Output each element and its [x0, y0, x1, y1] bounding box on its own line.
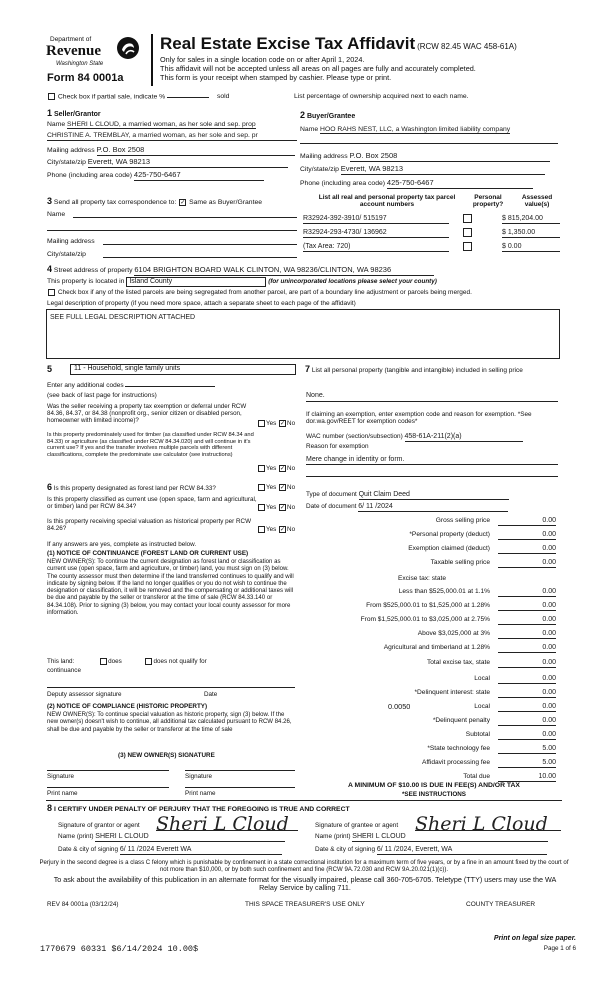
section8-top-rule — [46, 800, 562, 801]
print-name-label-2: Print name — [185, 790, 216, 797]
form-number: Form 84 0001a — [47, 72, 124, 84]
tax-row — [306, 531, 556, 541]
forest-yesno: Yes ✓ No — [257, 484, 295, 491]
tax-row-value[interactable]: 0.00 — [498, 689, 556, 698]
section3-heading: 3 Send all property tax correspondence to: ✓ Same as Buyer/Grantee — [47, 196, 263, 206]
doc-date-row: Date of document 6/ 11 /2024 — [306, 503, 508, 512]
tax-row-value[interactable]: 5.00 — [498, 759, 556, 768]
parcel-value-1[interactable]: $ 815,204.00 — [502, 215, 560, 224]
timber-no-checkbox[interactable]: ✓ — [280, 466, 286, 472]
tax-row-label: *Personal property (deduct) — [409, 531, 490, 538]
agency-line2: Revenue — [46, 43, 101, 59]
certify-statement: 8 I CERTIFY UNDER PENALTY OF PERJURY THAT THE FOREGOING IS TRUE AND CORRECT — [47, 803, 350, 813]
parcel-value-2[interactable]: $ 1,350.00 — [502, 229, 560, 238]
list-percentage-note: List percentage of ownership acquired next to each name. — [294, 93, 469, 100]
forest-no-checkbox[interactable]: ✓ — [280, 485, 286, 491]
street-address-field[interactable]: 6104 BRIGHTON BOARD WALK CLINTON, WA 98236/CLINTON, WA 98236 — [134, 266, 434, 276]
form-revision: REV 84 0001a (03/12/24) — [47, 901, 119, 908]
reason-field[interactable]: Mere change in identity or form. — [306, 456, 558, 465]
tax-row-value[interactable]: 0.00 — [498, 531, 556, 540]
street-address-row: 4 Street address of property 6104 BRIGHTON BOARD WALK CLINTON, WA 98236/CLINTON, WA 98236 — [47, 264, 434, 276]
wac-field[interactable]: 458-61A-211(2)(a) — [405, 433, 523, 442]
grantee-name-row: Name (print) SHERI L CLOUD — [315, 833, 548, 842]
deputy-signature-line[interactable] — [47, 687, 295, 688]
parcel-personal-checkbox-1[interactable] — [463, 214, 472, 223]
form-title — [160, 34, 517, 54]
partial-sale-row — [47, 93, 229, 101]
segregated-checkbox[interactable] — [48, 289, 55, 296]
dor-swirl-icon — [116, 36, 140, 60]
tax-row-label: Gross selling price — [435, 517, 490, 524]
this-land-row: This land: does does not qualify for — [47, 658, 207, 666]
continuance-label: continuance — [47, 667, 81, 674]
tax-row-value[interactable]: 0.00 — [498, 545, 556, 554]
seller-phone-field[interactable]: 425-750-6467 — [134, 171, 264, 181]
tax-row-value[interactable]: 0.00 — [498, 644, 556, 653]
tax-row-value[interactable]: 0.00 — [498, 675, 556, 684]
tax-row — [306, 616, 556, 626]
exemption-yes-checkbox[interactable] — [258, 420, 265, 427]
land-does-checkbox[interactable] — [100, 658, 107, 665]
tax-row — [306, 517, 556, 527]
seller-heading: 1 Seller/Grantor — [47, 108, 101, 118]
notice-continuance-title: (1) NOTICE OF CONTINUANCE (FOREST LAND OR CURRENT USE) — [47, 550, 249, 557]
section3-city-row: City/state/zip — [47, 251, 297, 259]
current-use-question: Is this property classified as current use (open space, farm and agricultural, or timber) land per RCW 84.34? — [47, 496, 257, 511]
tax-row-label: Local — [474, 703, 490, 710]
header-line3: This form is your receipt when stamped by cashier. Please type or print. — [160, 73, 392, 82]
new-owner-signature-line-1[interactable] — [47, 770, 169, 771]
tax-row-label: Exemption claimed (deduct) — [408, 545, 490, 552]
unincorporated-note: (for unincorporated locations please select your county) — [268, 278, 437, 285]
parcel-value-3[interactable]: $ 0.00 — [502, 243, 560, 252]
tax-row-value[interactable]: 0.00 — [498, 517, 556, 526]
new-owner-print-line-2[interactable] — [185, 787, 295, 788]
tax-row-value[interactable]: 0.00 — [498, 703, 556, 712]
treasurer-use-only: THIS SPACE TREASURER'S USE ONLY — [245, 901, 365, 908]
seller-name-row: Name SHERI L CLOUD, a married woman, as her sole and sep. prop — [47, 121, 256, 128]
buyer-mailing-field[interactable]: P.O. Box 2508 — [350, 152, 550, 162]
title-text: Real Estate Excise Tax Affidavit — [160, 34, 416, 53]
tax-row-label: Less than $525,000.01 at 1.1% — [398, 588, 490, 595]
tax-row — [306, 759, 556, 769]
segregated-row: Check box if any of the listed parcels are being segregated from another parcel, are part of a boundary line adjustment or parcels being merged. — [47, 289, 472, 297]
tax-row-value[interactable]: 10.00 — [498, 773, 556, 782]
doc-type-field[interactable]: Quit Claim Deed — [359, 491, 509, 500]
parcel-number-3[interactable]: (Tax Area: 720) — [303, 243, 449, 252]
parcels-col1-header: List all real and personal property tax parcel account numbers — [318, 194, 456, 209]
grantee-date-field[interactable]: 6/ 11 /2024, Everett, WA — [377, 846, 547, 855]
new-owner-signature-line-2[interactable] — [185, 770, 295, 771]
seller-name2-field[interactable]: CHRISTINE A. TREMBLAY, a married woman, as her sole and sep. pr — [47, 132, 297, 141]
local-rate: 0.0050 — [388, 702, 411, 711]
tax-row — [306, 703, 556, 713]
tax-row — [306, 675, 556, 685]
reason-label: Reason for exemption — [306, 443, 369, 450]
personal-property-line[interactable] — [306, 401, 558, 402]
tax-row-label: Above $3,025,000 at 3% — [417, 630, 490, 637]
agency-line3: Washington State — [56, 61, 104, 67]
same-as-buyer-checkbox[interactable]: ✓ — [180, 199, 186, 206]
reason-line-2[interactable] — [306, 476, 558, 477]
see-instructions-note: *SEE INSTRUCTIONS — [401, 791, 467, 798]
tax-row — [306, 717, 556, 727]
personal-property-label: 7 List all personal property (tangible and intangible) included in selling price — [305, 364, 523, 374]
personal-property-value[interactable]: None. — [306, 392, 325, 399]
section3-mailing-row: Mailing address — [47, 238, 297, 246]
signature-label-2: Signature — [185, 773, 212, 780]
header-divider — [151, 34, 153, 86]
doc-date-field[interactable]: 6/ 11 /2024 — [358, 503, 508, 512]
seller-phone-row: Phone (including area code) 425-750-6467 — [47, 171, 297, 181]
tax-row-label: Total due — [463, 773, 490, 780]
new-owner-print-line-1[interactable] — [47, 787, 169, 788]
tax-row-value[interactable]: 5.00 — [498, 745, 556, 754]
tax-row-label: Affidavit processing fee — [421, 759, 490, 766]
forest-land-question: 6 Is this property designated as forest land per RCW 84.33? — [47, 482, 216, 492]
grantor-signature-row: Signature of grantor or agent Sheri L Cloud — [58, 814, 298, 832]
section3-name-field[interactable] — [73, 217, 297, 218]
tax-row-value[interactable]: 0.00 — [498, 616, 556, 625]
tax-row — [306, 644, 556, 654]
deputy-date-label: Date — [204, 691, 218, 698]
grantor-signature: Sheri L Cloud — [156, 813, 289, 835]
signature-label-1: Signature — [47, 773, 74, 780]
partial-sale-pct-field[interactable] — [167, 97, 209, 98]
buyer-heading: 2 Buyer/Grantee — [300, 110, 356, 120]
seller-name1-field[interactable]: SHERI L CLOUD, a married woman, as her sole and sep. prop — [67, 121, 256, 128]
tax-row-label: Agricultural and timberland at 1.28% — [383, 644, 490, 651]
section3-name2-line[interactable] — [47, 230, 297, 231]
timber-yes-checkbox[interactable] — [258, 465, 265, 472]
historic-yes-checkbox[interactable] — [258, 526, 265, 533]
legal-description-label: Legal description of property (if you need more space, attach a separate sheet to each page of the affidavit) — [47, 300, 356, 307]
seller-city-row: City/state/zip Everett, WA 98213 — [47, 158, 297, 168]
tax-row-value[interactable]: 0.00 — [498, 588, 556, 597]
exemption-question: Was the seller receiving a property tax exemption or deferral under RCW 84.36, 84.37, or 84.38 (nonprofit org., senior citizen or disabled person, homeowner with limited income)? — [47, 403, 247, 425]
tax-row-value[interactable]: 0.00 — [498, 602, 556, 611]
buyer-name-field[interactable]: HOO RAHS NEST, LLC, a Washington limited liability company — [320, 126, 511, 133]
tax-row-value[interactable]: 0.00 — [498, 659, 556, 668]
partial-sale-label: Check box if partial sale, indicate % — [57, 93, 166, 101]
section3-city-field[interactable] — [103, 257, 297, 258]
tax-row-label: Local — [474, 675, 490, 682]
receipt-stamp: 1770679 60331 $6/14/2024 10.00$ — [40, 944, 199, 954]
additional-codes-label: Enter any additional codes — [47, 382, 215, 389]
tax-row-value[interactable]: 0.00 — [498, 559, 556, 568]
agency-line1: Department of — [50, 36, 92, 43]
tax-row — [306, 602, 556, 612]
buyer-name2-line[interactable] — [300, 143, 558, 144]
grantee-name-field[interactable]: SHERI L CLOUD — [352, 833, 548, 842]
grantor-name-row: Name (print) SHERI L CLOUD — [58, 833, 285, 842]
timber-question: Is this property predominately used for timber (as classified under RCW 84.34 and 84.33) or agriculture (as classified under RCW 84.34.020) and will continue in it's current use? If yes and the transfer involves multiple parcels with different classifications, complete the predominate use calculator (see instructions) — [47, 432, 254, 458]
grantor-date-field[interactable]: 6/ 11 /2024 Everett WA — [120, 846, 282, 855]
section3-mailing-field[interactable] — [103, 244, 297, 245]
parcels-col3-header: Assessed value(s) — [521, 194, 553, 209]
new-owner-signature-title: (3) NEW OWNER(S) SIGNATURE — [118, 752, 215, 759]
buyer-city-field[interactable]: Everett, WA 98213 — [341, 165, 545, 175]
tax-row — [306, 689, 556, 699]
grantee-signature-row: Signature of grantee or agent Sheri L Cloud — [315, 814, 561, 832]
tax-row — [306, 659, 556, 669]
historic-question: Is this property receiving special valuation as historical property per RCW 84.26? — [47, 518, 252, 533]
tax-row — [306, 745, 556, 755]
tax-row-value[interactable]: 0.00 — [498, 731, 556, 740]
buyer-city-row: City/state/zip Everett, WA 98213 — [300, 165, 558, 175]
doc-type-row: Type of document Quit Claim Deed — [306, 491, 509, 500]
tax-row-label: From $525,000.01 to $1,525,000 at 1.28% — [366, 602, 490, 609]
tax-row — [306, 588, 556, 598]
seller-city-field[interactable]: Everett, WA 98213 — [88, 158, 288, 168]
timber-yesno: Yes ✓ No — [257, 465, 295, 472]
historic-yesno: Yes ✓ No — [257, 526, 295, 533]
notice-compliance-text: NEW OWNER(S): To continue special valuation as historic property, sign (3) below. If the new owner(s) doesn't wish to continue, all additional tax calculated pursuant to RCW 84.26, shall be due and payable by the seller or transferor at the time of sale — [47, 712, 292, 733]
county-treasurer: COUNTY TREASURER — [466, 901, 536, 908]
legal-size-note: Print on legal size paper. — [493, 935, 576, 942]
tax-row-label: Total excise tax, state — [426, 659, 490, 666]
partial-sold-label: sold — [216, 93, 230, 101]
land-does-not-checkbox[interactable] — [145, 658, 152, 665]
perjury-notice: Perjury in the second degree is a class C felony which is punishable by confinement in a state correctional institution for a maximum term of five years, or by a fine in an amount fixed by the court of not more than $10,000, or by both such confinement and fine (RCW 9A.72.030 and RCW 9A.20.021(1)(c)). — [39, 859, 569, 874]
exemption-no-checkbox[interactable]: ✓ — [280, 421, 286, 427]
parcel-personal-checkbox-3[interactable] — [463, 242, 472, 251]
notice-continuance-text: NEW OWNER(S): To continue the current designation as forest land or classification as current use (open space, farm and agriculture, or timber) land, you must sign on (3) below. The county assessor must then determine if the land transferred continues to qualify and will indicate by signing below. If the land no longer qualifies or you do not wish to continue the designation or classification, it will be removed and the compensating or additional taxes will be due and payable by the seller or transferor at the time of sale (RCW 84.33.140 or 84.34.108). Prior to signing (3) below, you may contact your local county assessor for more information. — [47, 559, 294, 616]
buyer-phone-field[interactable]: 425-750-6467 — [387, 179, 533, 189]
grantee-signature: Sheri L Cloud — [415, 813, 548, 835]
header-line2: This affidavit will not be accepted unless all areas on all pages are fully and accurately completed. — [160, 64, 476, 73]
tax-row-label: From $1,525,000.01 to $3,025,000 at 2.75% — [360, 616, 490, 623]
tax-row-label: *Delinquent penalty — [432, 717, 490, 724]
notice-compliance-title: (2) NOTICE OF COMPLIANCE (HISTORIC PROPERTY) — [47, 703, 208, 710]
historic-no-checkbox[interactable]: ✓ — [280, 527, 286, 533]
wac-row: WAC number (section/subsection) 458-61A-211(2)(a) — [306, 433, 523, 442]
parcel-number-2[interactable]: R32924-293-4730/ 136962 — [303, 229, 449, 238]
tax-row-value[interactable]: 0.00 — [498, 717, 556, 726]
exemption-claim-note: If claiming an exemption, enter exemption code and reason for exemption. *See dor.wa.gov/REET for exemption codes* — [306, 411, 532, 426]
tax-row-label: Subtotal — [465, 731, 490, 738]
print-name-label-1: Print name — [47, 790, 78, 797]
tax-row-value[interactable]: 0.00 — [498, 630, 556, 639]
seller-mailing-field[interactable]: P.O. Box 2508 — [97, 146, 295, 156]
see-back-note: (see back of last page for instructions) — [47, 392, 157, 399]
partial-sale-checkbox[interactable] — [48, 93, 55, 100]
header-line1: Only for sales in a single location code on or after April 1, 2024. — [160, 55, 365, 64]
buyer-name-row: Name HOO RAHS NEST, LLC, a Washington limited liability company — [300, 126, 511, 133]
minimum-due-note: A MINIMUM OF $10.00 IS DUE IN FEE(S) AND/OR TAX — [348, 782, 520, 789]
accessibility-notice: To ask about the availability of this publication in an alternate format for the visually impaired, please call 360-705-6705. Teletype (TTY) users may use the WA Relay Service by calling 711. — [53, 875, 557, 893]
tax-row — [306, 575, 556, 585]
tax-row — [306, 559, 556, 569]
tax-row — [306, 630, 556, 640]
parcel-personal-checkbox-2[interactable] — [463, 228, 472, 237]
tax-row-label: Taxable selling price — [430, 559, 490, 566]
buyer-mailing-row: Mailing address P.O. Box 2508 — [300, 152, 558, 162]
seller-mailing-row: Mailing address P.O. Box 2508 — [47, 146, 297, 156]
grantor-date-row: Date & city of signing 6/ 11 /2024 Everett WA — [58, 846, 282, 855]
parcel-number-1[interactable]: R32924-392-3910/ 515197 — [303, 215, 449, 224]
if-any-yes-note: If any answers are yes, complete as instructed below. — [47, 541, 197, 548]
grantor-name-field[interactable]: SHERI L CLOUD — [95, 833, 285, 842]
county-row: This property is located in Island County (for unincorporated locations please select your county) — [47, 277, 437, 287]
tax-row-label: *State technology fee — [427, 745, 490, 752]
tax-row-label: Excise tax: state — [397, 575, 446, 582]
county-select[interactable]: Island County — [126, 277, 266, 287]
use-code-box[interactable]: 11 - Household, single family units — [70, 364, 296, 375]
current-use-yesno: Yes ✓ No — [257, 504, 295, 511]
additional-codes-field[interactable] — [125, 386, 215, 387]
tax-row — [306, 731, 556, 741]
tax-row — [306, 545, 556, 555]
buyer-phone-row: Phone (including area code) 425-750-6467 — [300, 179, 558, 189]
forest-yes-checkbox[interactable] — [258, 484, 265, 491]
legal-description-box[interactable] — [46, 309, 560, 359]
title-citation: (RCW 82.45 WAC 458-61A) — [417, 42, 517, 51]
legal-description-text: SEE FULL LEGAL DESCRIPTION ATTACHED — [50, 314, 196, 321]
deputy-signature-label: Deputy assessor signature — [47, 691, 122, 698]
current-use-yes-checkbox[interactable] — [258, 504, 265, 511]
current-use-no-checkbox[interactable]: ✓ — [280, 505, 286, 511]
page-number: Page 1 of 6 — [543, 945, 576, 952]
tax-row-label: *Delinquent interest: state — [414, 689, 490, 696]
section5-num: 5 — [47, 364, 53, 374]
parcels-col2-header: Personal property? — [472, 194, 504, 209]
section3-name-row: Name — [47, 211, 297, 219]
grantee-date-row: Date & city of signing 6/ 11 /2024, Everett, WA — [315, 846, 547, 855]
exemption-yesno: Yes ✓ No — [257, 420, 295, 427]
